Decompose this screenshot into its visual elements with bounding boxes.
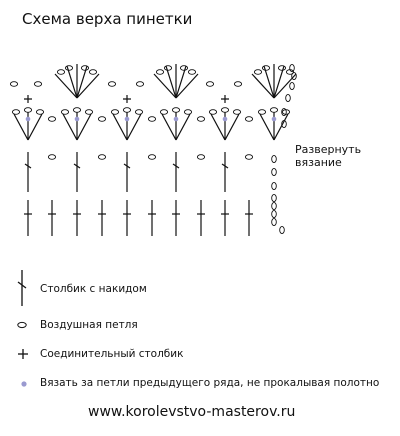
chain-stitch [164, 66, 171, 71]
chain-stitch [98, 155, 105, 160]
slip-stitch [221, 95, 229, 103]
double-crochet-stitch [73, 200, 81, 236]
chain-stitch [24, 108, 31, 113]
dot-mark [26, 117, 31, 122]
chain-stitch [272, 202, 277, 209]
chain-stitch [197, 117, 204, 122]
slip-stitch [123, 95, 131, 103]
chain-stitch [234, 82, 241, 87]
double-crochet-stitch [172, 200, 180, 236]
chain-stitch [34, 82, 41, 87]
chart-symbols [10, 64, 296, 236]
double-crochet-stitch [245, 200, 253, 236]
website-url: www.korolevstvo-masterov.ru [88, 404, 296, 420]
double-crochet-stitch [124, 152, 130, 192]
legend-slip-stitch-icon [17, 348, 29, 360]
chain-stitch [272, 182, 277, 189]
chain-stitch [61, 110, 68, 115]
chain-stitch [48, 155, 55, 160]
legend-label-slip-stitch: Соединительный столбик [40, 348, 184, 360]
chain-stitch [290, 64, 295, 71]
chain-stitch [111, 110, 118, 115]
double-crochet-stitch [148, 200, 156, 236]
chain-stitch [221, 108, 228, 113]
double-crochet-stitch [24, 200, 32, 236]
double-crochet-stitch [74, 152, 80, 192]
chain-stitch [209, 110, 216, 115]
chain-stitch [290, 82, 295, 89]
chain-stitch [254, 70, 261, 75]
double-crochet-stitch [25, 152, 31, 192]
chain-stitch [286, 94, 291, 101]
legend-label-dot: Вязать за петли предыдущего ряда, не прокалывая полотно [40, 377, 380, 389]
legend-chain-icon [16, 320, 30, 330]
chain-stitch [57, 70, 64, 75]
chain-stitch [85, 110, 92, 115]
dot-mark [272, 117, 277, 122]
chain-stitch [184, 110, 191, 115]
chain-stitch [272, 168, 277, 175]
dot-mark [75, 117, 80, 122]
chain-stitch [272, 194, 277, 201]
double-crochet-stitch [197, 200, 205, 236]
chain-stitch [188, 70, 195, 75]
chain-stitch [148, 155, 155, 160]
chain-stitch [270, 108, 277, 113]
dot-mark [174, 117, 179, 122]
chain-stitch [258, 110, 265, 115]
chain-stitch [206, 82, 213, 87]
double-crochet-stitch [221, 200, 229, 236]
chain-stitch [245, 117, 252, 122]
chain-stitch [160, 110, 167, 115]
dot-mark [223, 117, 228, 122]
chain-stitch [98, 117, 105, 122]
chain-stitch [65, 66, 72, 71]
chain-stitch [172, 108, 179, 113]
slip-stitch [24, 95, 32, 103]
chain-stitch [135, 110, 142, 115]
chain-stitch [233, 110, 240, 115]
chain-stitch [12, 110, 19, 115]
chain-stitch [180, 66, 187, 71]
chain-stitch [136, 82, 143, 87]
chain-stitch [197, 155, 204, 160]
chain-stitch [272, 218, 277, 225]
double-crochet-stitch [98, 200, 106, 236]
legend-dot-icon [19, 379, 29, 389]
chain-stitch [48, 117, 55, 122]
chain-stitch [10, 82, 17, 87]
chain-stitch [108, 82, 115, 87]
page-title: Схема верха пинетки [22, 10, 193, 28]
chain-stitch [148, 117, 155, 122]
legend-label-double-crochet: Столбик с накидом [40, 283, 147, 295]
chain-stitch [89, 70, 96, 75]
dot-mark [125, 117, 130, 122]
chain-stitch [156, 70, 163, 75]
chain-stitch [262, 66, 269, 71]
chain-stitch [245, 155, 252, 160]
double-crochet-stitch [123, 200, 131, 236]
chain-stitch [272, 210, 277, 217]
double-crochet-stitch [222, 152, 228, 192]
double-crochet-stitch [48, 200, 56, 236]
chain-stitch [73, 108, 80, 113]
chain-stitch [36, 110, 43, 115]
chain-stitch [81, 66, 88, 71]
chain-stitch [123, 108, 130, 113]
legend-label-chain: Воздушная петля [40, 319, 138, 331]
legend-double-crochet-icon [16, 268, 28, 308]
double-crochet-stitch [173, 152, 179, 192]
side-note: Развернуть вязание [295, 143, 362, 169]
chain-stitch [278, 66, 285, 71]
chain-stitch [272, 155, 277, 162]
chain-stitch [280, 226, 285, 233]
